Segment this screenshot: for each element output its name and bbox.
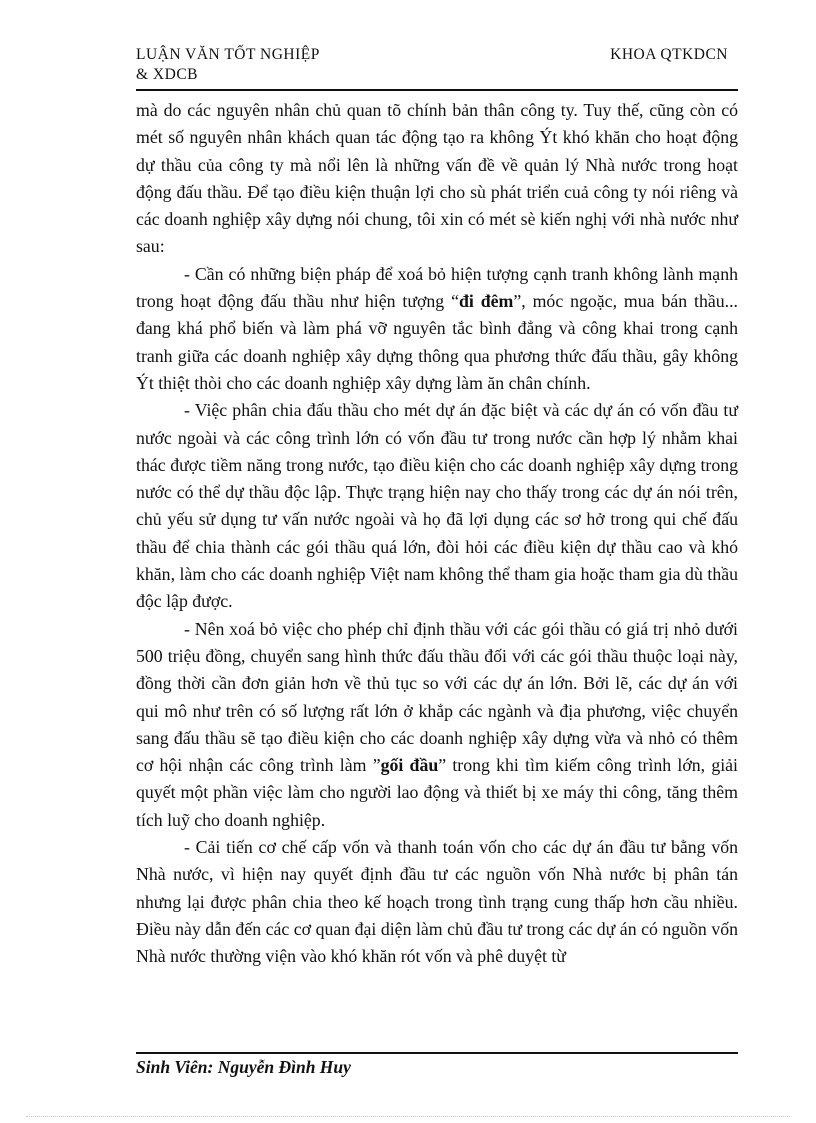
- paragraph-4-emphasis: gối đầu: [380, 755, 439, 776]
- header-title-right: KHOA QTKDCN: [610, 46, 728, 63]
- paragraph-4-text-b: ” trong khi tìm kiếm công trình lớn, giải quyết một phần việc làm cho người lao động và thiết bị xe máy thi công, tăng thêm tích luỹ cho doanh nghiệp.: [136, 755, 738, 830]
- header-title-left: LUẬN VĂN TỐT NGHIỆP: [136, 46, 320, 63]
- header-title-left-line2: & XDCB: [136, 66, 198, 83]
- paragraph-1: mà do các nguyên nhân chủ quan tõ chính bản thân công ty. Tuy thế, cũng còn có mét số nguyên nhân khách quan tác động tạo ra không Ýt khó khăn cho hoạt động dự thầu của công ty mà nổi lên là những vấn đề về quản lý Nhà nước trong hoạt động đấu thầu. Để tạo điều kiện thuận lợi cho sù phát triển cuả công ty nói riêng và các doanh nghiệp xây dựng nói chung, tôi xin có mét sè kiến nghị với nhà nước như sau:: [136, 100, 738, 257]
- footer-student-name: Sinh Viên: Nguyễn Đình Huy: [136, 1057, 351, 1077]
- paragraph-2-text-a: - Cần có những biện pháp để xoá bỏ hiện tượng cạnh tranh không lành mạnh trong hoạt động đấu thầu như hiện tượng “: [136, 263, 738, 312]
- page-bottom-dotted-line: [26, 1116, 790, 1117]
- header-divider: [136, 89, 738, 91]
- paragraph-4-text-a: - Nên xoá bỏ việc cho phép chỉ định thầu với các gói thầu có giá trị nhỏ dưới 500 triệu đồng, chuyển sang hình thức đấu thầu đối với các gói thầu thuộc loại này, đồng thời cần đơn giản hơn về thủ tục so với các dự án lớn. Bởi lẽ, các dự án với qui mô như trên có số lượng rất lớn ở khắp các ngành và địa phương, việc chuyển sang đấu thầu sẽ tạo điều kiện cho các doanh nghiệp xây dựng vừa và nhỏ có thêm cơ hội nhận các công trình làm ”: [136, 618, 738, 776]
- paragraph-5: - Cải tiến cơ chế cấp vốn và thanh toán vốn cho các dự án đầu tư bằng vốn Nhà nước, vì hiện nay quyết định đầu tư các nguồn vốn Nhà nước bị phân tán nhưng lại được phân chia theo kế hoạch trong tình trạng cung thấp hơn cầu nhiều. Điều này dẫn đến các cơ quan đại diện làm chủ đầu tư trong các dự án có nguồn vốn Nhà nước thường viện vào khó khăn rót vốn và phê duyệt từ: [136, 837, 738, 967]
- paragraph-2-emphasis: đi đêm: [459, 291, 514, 312]
- footer-divider: [136, 1052, 738, 1054]
- paragraph-4: [136, 616, 738, 834]
- paragraph-2-text-b: ”, móc ngoặc, mua bán thầu... đang khá phổ biến và làm phá vỡ nguyên tắc bình đẳng và công khai trong cạnh tranh giữa các doanh nghiệp xây dựng thông qua phương thức đấu thầu, gây không Ýt thiệt thòi cho các doanh nghiệp xây dựng làm ăn chân chính.: [136, 291, 738, 393]
- paragraph-3: - Việc phân chia đấu thầu cho mét dự án đặc biệt và các dự án có vốn đầu tư nước ngoài và các công trình lớn có vốn đầu tư trong nước cần hợp lý nhằm khai thác được tiềm năng trong nước, tạo điều kiện cho các doanh nghiệp xây dựng trong nước có thể dự thầu độc lập. Thực trạng hiện nay cho thấy trong các dự án nói trên, chủ yếu sử dụng tư vấn nước ngoài và họ đã lợi dụng các sơ hở trong qui chế đấu thầu để chia thành các gói thầu quá lớn, đòi hỏi các điều kiện dự thầu cao và khó khăn, làm cho các doanh nghiệp Việt nam không thể tham gia hoặc tham gia dù thầu độc lập được.: [136, 400, 738, 612]
- paragraph-2: [136, 261, 738, 397]
- body-text: [136, 97, 738, 971]
